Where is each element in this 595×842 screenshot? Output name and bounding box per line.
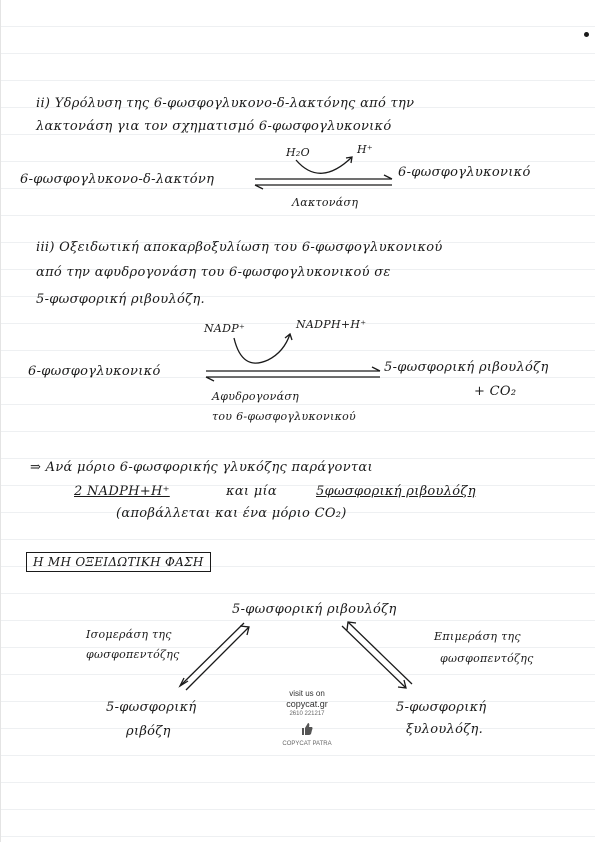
nonoxidative-heading: Η ΜΗ ΟΞΕΙΔΩΤΙΚΗ ΦΑΣΗ <box>26 552 211 572</box>
section2-curved-arrow <box>296 157 352 173</box>
right-enzyme-line1: Επιμεράση της <box>434 630 521 643</box>
summary-and-one: και μία <box>226 484 277 499</box>
left-branch-arrow <box>180 623 249 690</box>
section2-cofactor-in: H₂O <box>286 146 310 159</box>
section3-line3: 5-φωσφορική ριβουλόζη. <box>36 292 205 307</box>
stamp-line3: 2610 221217 <box>289 711 325 717</box>
section2-line2: λακτονάση για τον σχηματισμό 6-φωσφογλυκονικό <box>36 119 392 134</box>
section3-enzyme-line1: Αφυδρογονάση <box>212 390 300 403</box>
summary-nadph: 2 NADPH+H⁺ <box>74 484 170 499</box>
section2-equilibrium-arrow <box>255 175 392 189</box>
summary-line1: ⇒ Ανά μόριο 6-φωσφορικής γλυκόζης παράγονται <box>30 460 373 475</box>
section3-line1: iii) Οξειδωτική αποκαρβοξυλίωση του 6-φωσφογλυκονικού <box>36 240 443 255</box>
section2-line1: ii) Υδρόλυση της 6-φωσφογλυκονο-δ-λακτόνης από την <box>36 96 415 111</box>
section2-cofactor-out: H⁺ <box>357 143 373 156</box>
section3-product2: + CO₂ <box>474 384 517 399</box>
section3-cofactor-in: NADP⁺ <box>204 322 246 335</box>
section2-product: 6-φωσφογλυκονικό <box>398 165 531 180</box>
stamp-line2: copycat.gr <box>286 699 328 709</box>
section2-substrate: 6-φωσφογλυκονο-δ-λακτόνη <box>20 172 215 187</box>
left-product-line2: ριβόζη <box>126 724 171 739</box>
left-product-line1: 5-φωσφορική <box>106 700 197 715</box>
section3-curved-arrow <box>234 334 292 363</box>
section3-enzyme-line2: του 6-φωσφογλυκονικού <box>212 410 357 423</box>
section3-line2: από την αφυδρογονάση του 6-φωσφογλυκονικού σε <box>36 265 391 280</box>
stamp-line4: COPYCAT PATRA <box>282 741 332 747</box>
right-product-line2: ξυλουλόζη. <box>406 722 484 737</box>
section2-enzyme: Λακτονάση <box>292 196 359 209</box>
left-enzyme-line2: φωσφοπεντόζης <box>86 648 180 661</box>
section3-substrate: 6-φωσφογλυκονικό <box>28 364 161 379</box>
right-branch-arrow <box>342 622 412 688</box>
right-product-line1: 5-φωσφορική <box>396 700 487 715</box>
center-ribulose: 5-φωσφορική ριβουλόζη <box>232 602 397 617</box>
section3-product: 5-φωσφορική ριβουλόζη <box>384 360 549 375</box>
summary-line3: (αποβάλλεται και ένα μόριο CO₂) <box>116 506 347 521</box>
section3-equilibrium-arrow <box>206 367 380 381</box>
left-enzyme-line1: Ισομεράση της <box>86 628 172 641</box>
summary-ribulose: 5φωσφορική ριβουλόζη <box>316 484 476 499</box>
stamp-line1: visit us on <box>289 689 325 698</box>
right-enzyme-line2: φωσφοπεντόζης <box>440 652 534 665</box>
section3-cofactor-out: NADPH+H⁺ <box>296 318 367 331</box>
